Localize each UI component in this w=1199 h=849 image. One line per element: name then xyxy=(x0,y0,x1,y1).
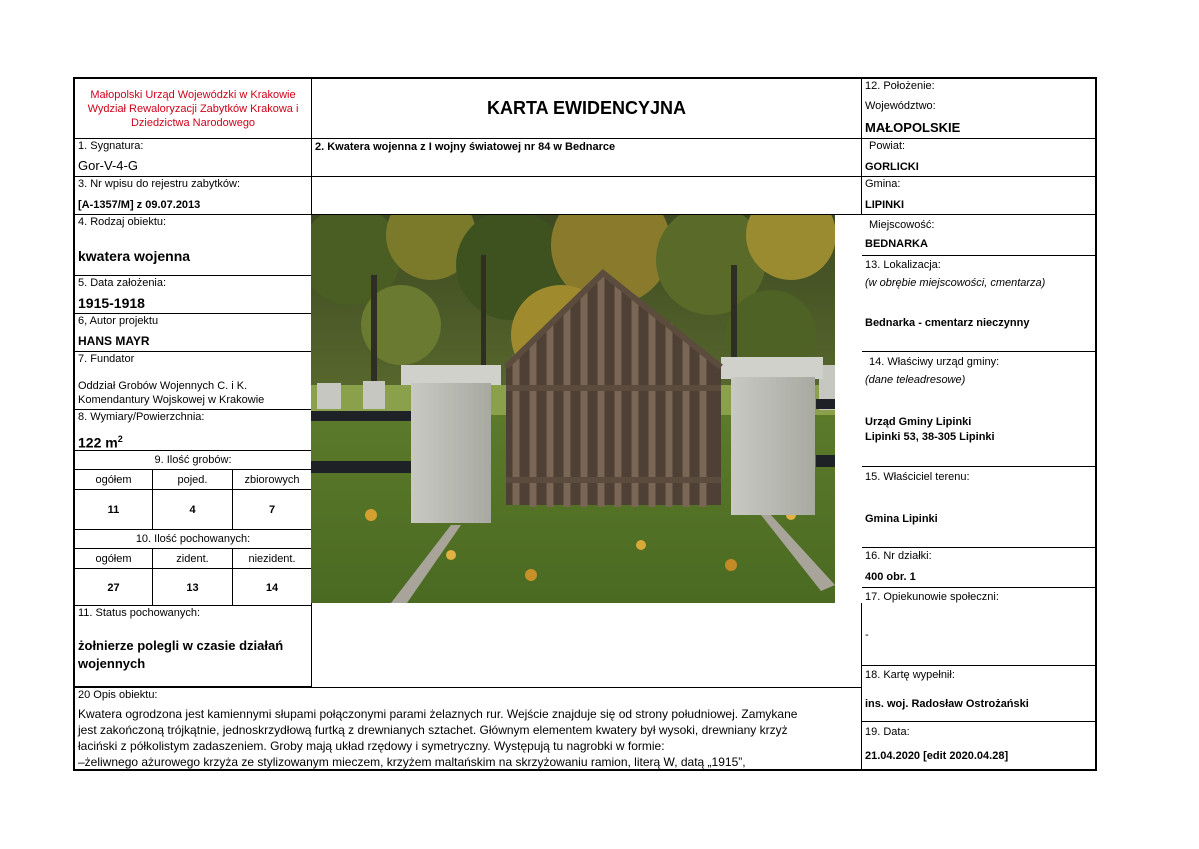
lokalizacja-cell xyxy=(862,256,1097,352)
wymiary-label: 8. Wymiary/Powierzchnia: xyxy=(78,411,205,423)
miejscowosc-cell xyxy=(862,215,1097,256)
groby-col-label-3: zbiorowych xyxy=(244,474,300,486)
groby-header-cell xyxy=(75,451,312,470)
fundator-value-line-1: Oddział Grobów Wojennych C. i K. xyxy=(78,380,248,392)
pochowani-value-cell-2 xyxy=(153,569,233,606)
empty-middle-cell xyxy=(312,177,862,215)
groby-value-cell-1 xyxy=(75,490,153,530)
pochowani-value-2: 13 xyxy=(186,582,199,594)
photo-graphic xyxy=(311,215,835,603)
title-cell xyxy=(312,79,862,139)
groby-value-3: 7 xyxy=(268,504,276,516)
sygnatura-cell xyxy=(75,139,312,177)
polozenie-cell xyxy=(862,79,1097,139)
urzad-value-line-2: Lipinki 53, 38-305 Lipinki xyxy=(865,431,995,443)
powiat-label: Powiat: xyxy=(869,140,906,152)
opis-label: 20 Opis obiektu: xyxy=(78,689,158,701)
pochowani-value-1: 27 xyxy=(107,582,120,594)
pochowani-col-header-2 xyxy=(153,549,233,569)
opis-line-2: jest zakończoną trójkątnie, jednoskrzydłową furtką z drewnianych sztachet. Głównym elementem kwatery był wysoki, drewniany krzyż xyxy=(78,723,788,737)
wlasciciel-label: 15. Właściciel terenu: xyxy=(865,471,970,483)
groby-col-header-2 xyxy=(153,470,233,490)
status-value-line-1: żołnierze polegli w czasie działań xyxy=(78,638,284,653)
sygnatura-value: Gor-V-4-G xyxy=(78,158,138,173)
powiat-value: GORLICKI xyxy=(865,161,919,173)
data-label: 19. Data: xyxy=(865,726,910,738)
urzad-note: (dane teleadresowe) xyxy=(865,374,966,386)
dzialka-label: 16. Nr działki: xyxy=(865,550,932,562)
rodzaj-label: 4. Rodzaj obiektu: xyxy=(78,216,167,228)
groby-value-2: 4 xyxy=(189,504,196,516)
groby-value-1: 11 xyxy=(107,504,120,516)
lokalizacja-label: 13. Lokalizacja: xyxy=(865,259,941,271)
polozenie-label: 12. Położenie: xyxy=(865,80,935,92)
empty-middle-lower-cell xyxy=(312,603,862,687)
data-value: 21.04.2020 [edit 2020.04.28] xyxy=(865,750,1009,762)
data-cell xyxy=(862,722,1097,771)
fundator-value-line-2: Komendantury Wojskowej w Krakowie xyxy=(78,394,265,406)
institution-line-3: Dziedzictwa Narodowego xyxy=(130,117,256,129)
fundator-cell xyxy=(75,352,312,410)
groby-col-header-1 xyxy=(75,470,153,490)
wojewodztwo-value: MAŁOPOLSKIE xyxy=(865,120,961,135)
urzad-label: 14. Właściwy urząd gminy: xyxy=(869,356,1000,368)
wojewodztwo-label: Województwo: xyxy=(865,100,936,112)
opiekunowie-cell xyxy=(862,588,1097,666)
autor-label: 6, Autor projektu xyxy=(78,315,159,327)
opis-line-3: łaciński z półkolistym zadaszeniem. Groby mają układ rzędowy i symetryczny. Występują tu nagrobki w formie: xyxy=(78,739,665,753)
wlasciciel-value: Gmina Lipinki xyxy=(865,513,938,525)
opiekunowie-label: 17. Opiekunowie społeczni: xyxy=(865,591,999,603)
pochowani-value-cell-1 xyxy=(75,569,153,606)
groby-value-cell-2 xyxy=(153,490,233,530)
wypelnil-cell xyxy=(862,666,1097,722)
urzad-value-line-1: Urząd Gminy Lipinki xyxy=(865,416,972,428)
data-zalozenia-value: 1915-1918 xyxy=(78,295,145,311)
cemetery-gate-photo xyxy=(311,215,835,603)
miejscowosc-label: Miejscowość: xyxy=(869,219,935,231)
wymiary-cell xyxy=(75,410,312,451)
nr-wpisu-cell xyxy=(75,177,312,215)
record-card xyxy=(73,77,1097,771)
groby-value-cell-3 xyxy=(233,490,312,530)
pochowani-col-label-1: ogółem xyxy=(95,553,132,565)
opis-line-4: –żeliwnego ażurowego krzyża ze stylizowanym mieczem, krzyżem maltańskim na skrzyżowaniu ramion, literą W, datą „1915”, xyxy=(78,755,746,769)
gmina-value: LIPINKI xyxy=(865,199,905,211)
pochowani-col-label-3: niezident. xyxy=(248,553,296,565)
rodzaj-value: kwatera wojenna xyxy=(78,248,191,264)
groby-col-label-1: ogółem xyxy=(95,474,132,486)
page-title: KARTA EWIDENCYJNA xyxy=(486,98,686,118)
autor-cell xyxy=(75,314,312,352)
pochowani-value-3: 14 xyxy=(265,582,279,594)
sygnatura-label: 1. Sygnatura: xyxy=(78,140,144,152)
dzialka-cell xyxy=(862,548,1097,588)
miejscowosc-value: BEDNARKA xyxy=(865,238,928,250)
autor-value: HANS MAYR xyxy=(78,334,150,348)
groby-col-label-2: pojed. xyxy=(177,474,208,486)
wymiary-superscript: 2 xyxy=(117,434,123,444)
data-zalozenia-cell xyxy=(75,276,312,314)
nazwa-value: 2. Kwatera wojenna z I wojny światowej nr 84 w Bednarce xyxy=(315,141,616,153)
pochowani-col-label-2: zident. xyxy=(176,553,209,565)
pochowani-header-cell xyxy=(75,530,312,549)
pochowani-col-header-1 xyxy=(75,549,153,569)
status-cell xyxy=(75,606,312,687)
powiat-cell xyxy=(862,139,1097,177)
wlasciciel-cell xyxy=(862,467,1097,548)
institution-line-2: Wydział Rewaloryzacji Zabytków Krakowa i xyxy=(87,103,299,115)
groby-label: 9. Ilość grobów: xyxy=(154,454,232,466)
wymiary-value xyxy=(78,430,123,451)
pochowani-col-header-3 xyxy=(233,549,312,569)
pochowani-value-cell-3 xyxy=(233,569,312,606)
opiekunowie-value: - xyxy=(865,629,869,641)
lokalizacja-note: (w obrębie miejscowości, cmentarza) xyxy=(865,277,1046,289)
nr-wpisu-value: [A-1357/M] z 09.07.2013 xyxy=(78,199,201,211)
wymiary-number: 122 m xyxy=(78,434,118,451)
rodzaj-cell xyxy=(75,215,312,276)
urzad-cell xyxy=(862,352,1097,467)
lokalizacja-value: Bednarka - cmentarz nieczynny xyxy=(865,317,1030,329)
gmina-cell xyxy=(862,177,1097,215)
groby-col-header-3 xyxy=(233,470,312,490)
status-value-line-2: wojennych xyxy=(78,656,146,671)
institution-line-1: Małopolski Urząd Wojewódzki w Krakowie xyxy=(90,89,296,101)
nr-wpisu-label: 3. Nr wpisu do rejestru zabytków: xyxy=(78,178,241,190)
wypelnil-label: 18. Kartę wypełnił: xyxy=(865,669,955,681)
opis-cell xyxy=(75,687,862,771)
fundator-label: 7. Fundator xyxy=(78,353,135,365)
pochowani-label: 10. Ilość pochowanych: xyxy=(135,533,251,545)
institution-cell xyxy=(75,79,312,139)
status-label: 11. Status pochowanych: xyxy=(78,607,201,619)
wypelnil-value: ins. woj. Radosław Ostrożański xyxy=(865,698,1029,710)
opis-line-1: Kwatera ogrodzona jest kamiennymi słupami połączonymi parami żelaznych rur. Wejście znajduje się od strony południowej. Zamykane xyxy=(78,707,798,721)
nazwa-cell xyxy=(312,139,862,177)
dzialka-value: 400 obr. 1 xyxy=(865,571,916,583)
data-zalozenia-label: 5. Data założenia: xyxy=(78,277,167,289)
gmina-label: Gmina: xyxy=(865,178,901,190)
